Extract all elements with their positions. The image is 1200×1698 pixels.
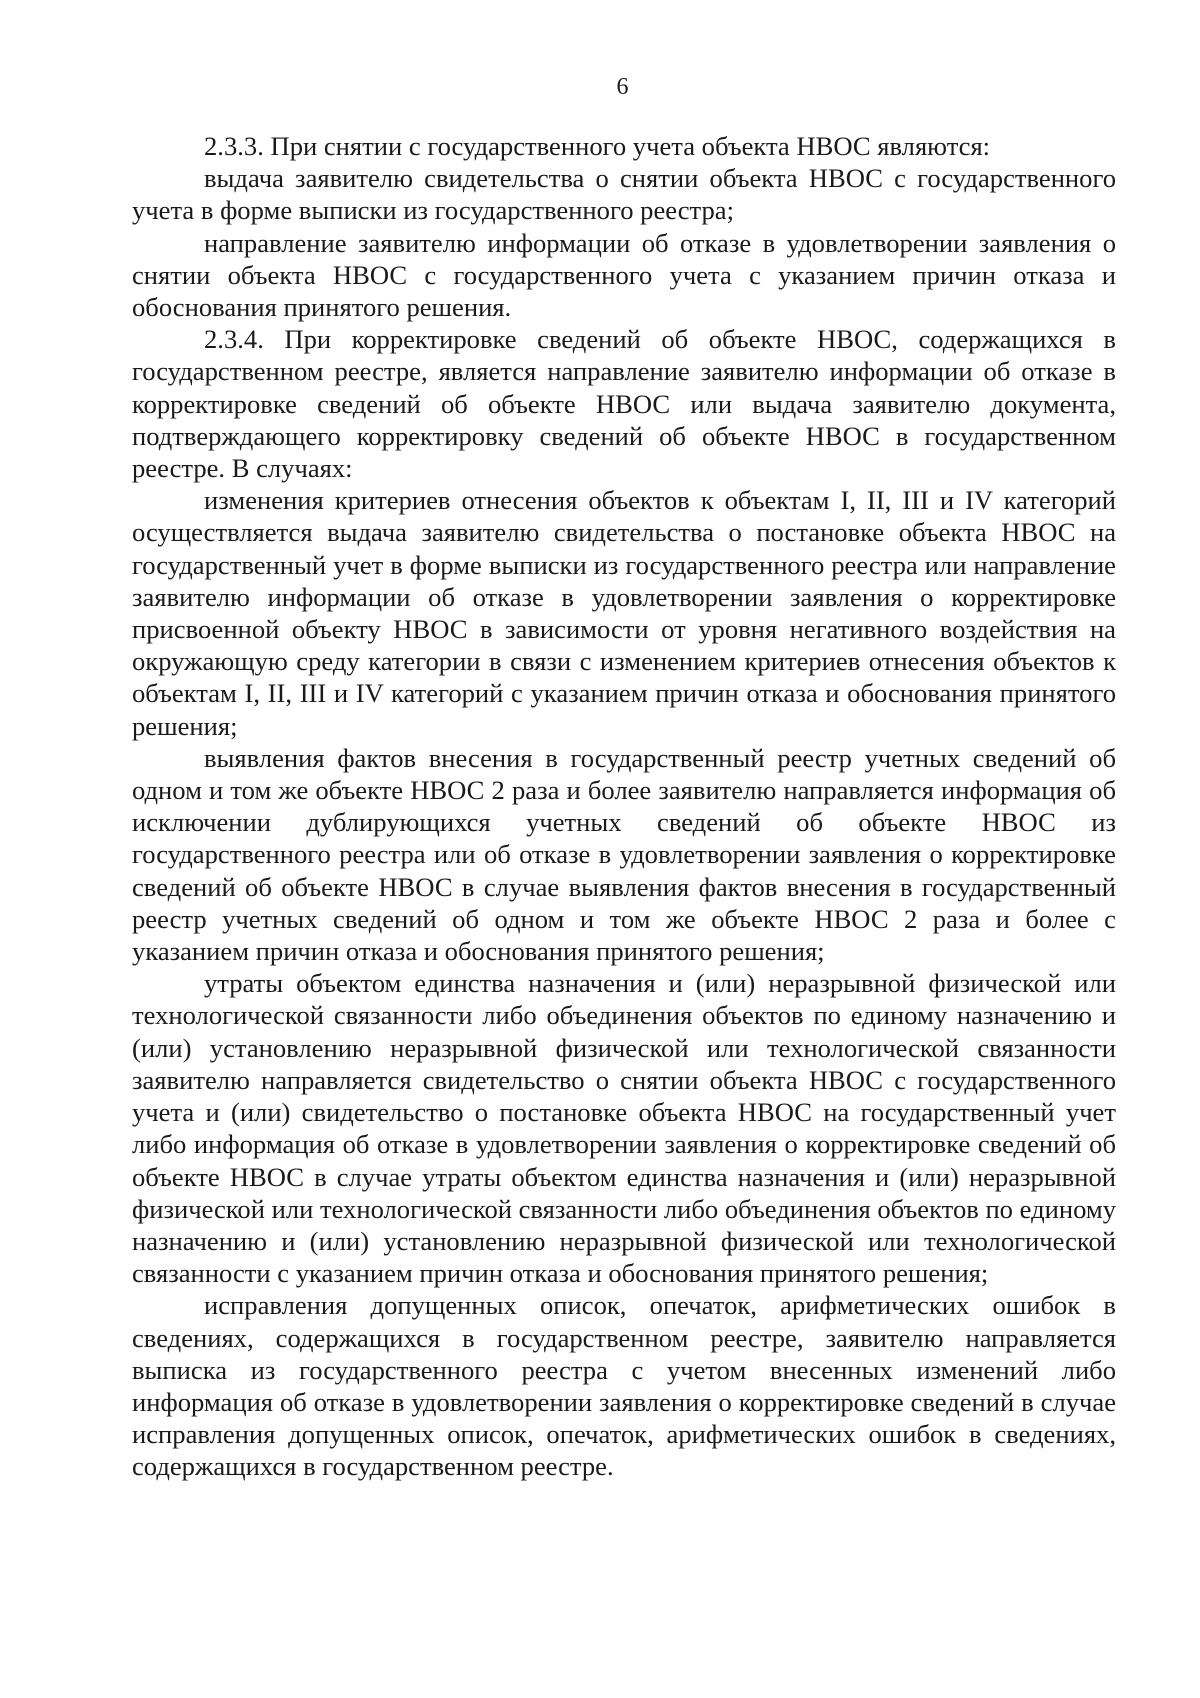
paragraph-criteria-change: изменения критериев отнесения объектов к объектам I, II, III и IV категорий осуществляется выдача заявителю свидетельства о постановке объекта НВОС на государственный учет в форме выписки из государственного реестра или направление заявителю информации об отказе в удовлетворении заявления о корректировке присвоенной объекту НВОС в зависимости от уровня негативного воздействия на окружающую среду категории в связи с изменением критериев отнесения объектов к объектам I, II, III и IV категорий с указанием причин отказа и обоснования принятого решения; xyxy=(132,485,1116,741)
paragraph-typo-correction: исправления допущенных описок, опечаток, арифметических ошибок в сведениях, содержащихся в государственном реестре, заявителю направляется выписка из государственного реестра с учетом внесенных изменений либо информация об отказе в удовлетворении заявления о корректировке сведений в случае исправления допущенных описок, опечаток, арифметических ошибок в сведениях, содержащихся в государственном реестре. xyxy=(132,1290,1116,1482)
paragraph-refusal-info: направление заявителю информации об отказе в удовлетворении заявления о снятии объекта НВОС с государственного учета с указанием причин отказа и обоснования принятого решения. xyxy=(132,227,1116,323)
paragraph-certificate-issue: выдача заявителю свидетельства о снятии объекта НВОС с государственного учета в форме выписки из государственного реестра; xyxy=(132,163,1116,226)
page-number: 6 xyxy=(616,74,629,100)
document-body xyxy=(132,130,1116,1483)
paragraph-2-3-3-heading: 2.3.3. При снятии с государственного учета объекта НВОС являются: xyxy=(204,131,991,161)
paragraph-2-3-4-heading: 2.3.4. При корректировке сведений об объекте НВОС, содержащихся в государственном реестре, является направление заявителю информации об отказе в корректировке сведений об объекте НВОС или выдача заявителю документа, подтверждающего корректировку сведений об объекте НВОС в государственном реестре. В случаях: xyxy=(132,324,1116,484)
paragraph-unity-loss: утраты объектом единства назначения и (или) неразрывной физической или технологической связанности либо объединения объектов по единому назначению и (или) установлению неразрывной физической или технологической связанности заявителю направляется свидетельство о снятии объекта НВОС с государственного учета и (или) свидетельство о постановке объекта НВОС на государственный учет либо информация об отказе в удовлетворении заявления о корректировке сведений об объекте НВОС в случае утраты объектом единства назначения и (или) неразрывной физической или технологической связанности либо объединения объектов по единому назначению и (или) установлению неразрывной физической или технологической связанности с указанием причин отказа и обоснования принятого решения; xyxy=(132,968,1116,1289)
paragraph-duplicate-records: выявления фактов внесения в государственный реестр учетных сведений об одном и том же объекте НВОС 2 раза и более заявителю направляется информация об исключении дублирующихся учетных сведений об объекте НВОС из государственного реестра или об отказе в удовлетворении заявления о корректировке сведений об объекте НВОС в случае выявления фактов внесения в государственный реестр учетных сведений об одном и том же объекте НВОС 2 раза и более с указанием причин отказа и обоснования принятого решения; xyxy=(132,742,1116,967)
